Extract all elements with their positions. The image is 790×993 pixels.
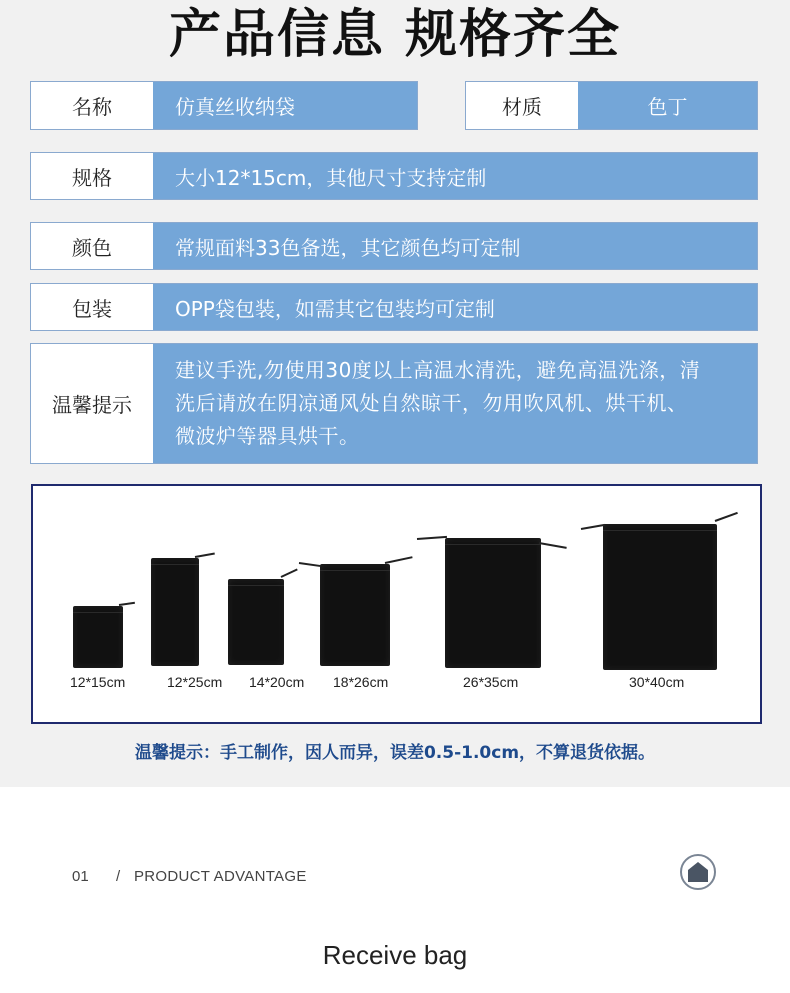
info-row-material [465, 81, 758, 130]
bag-cord [281, 568, 298, 577]
bag-26x35 [445, 538, 541, 668]
size-label: 14*20cm [249, 674, 305, 690]
spec-label: 规格 [31, 153, 153, 199]
section-title: PRODUCT ADVANTAGE [134, 868, 307, 885]
bag-cord [715, 512, 738, 522]
bag-cord [385, 556, 413, 564]
page-title: 产品信息 规格齐全 [168, 5, 622, 65]
bag-30x40 [603, 524, 717, 670]
bag-sizes-photo [31, 484, 762, 724]
house-icon [680, 854, 716, 890]
package-label: 包装 [31, 284, 153, 330]
tips-line: 洗后请放在阴凉通风处自然晾干，勿用吹风机、烘干机、 [175, 391, 688, 415]
spec-value: 大小12*15cm，其他尺寸支持定制 [153, 153, 757, 199]
size-label: 18*26cm [333, 674, 389, 690]
bag-cord [581, 524, 605, 530]
info-row-tips [30, 343, 758, 464]
bag-cord [417, 536, 447, 540]
tips-label: 温馨提示 [31, 344, 153, 463]
size-label: 26*35cm [463, 674, 519, 690]
section-number: 01 [72, 868, 89, 885]
info-row-spec [30, 152, 758, 200]
color-label: 颜色 [31, 223, 153, 269]
tips-line: 建议手洗,勿使用30度以上高温水清洗，避免高温洗涤，清 [175, 358, 701, 382]
bag-cord [539, 542, 567, 549]
tips-value [153, 344, 757, 463]
bag-14x20 [228, 579, 284, 665]
bag-18x26 [320, 564, 390, 666]
size-label: 12*15cm [70, 674, 126, 690]
tips-line: 微波炉等器具烘干。 [175, 424, 360, 448]
section-separator: / [116, 868, 121, 885]
material-label: 材质 [466, 82, 578, 129]
info-row-name [30, 81, 418, 130]
package-value: OPP袋包装，如需其它包装均可定制 [153, 284, 757, 330]
bag-12x15 [73, 606, 123, 668]
bag-cord [299, 562, 321, 567]
subtitle: Receive bag [322, 940, 468, 970]
size-label: 12*25cm [167, 674, 223, 690]
info-row-color [30, 222, 758, 270]
size-label: 30*40cm [629, 674, 685, 690]
material-value: 色丁 [578, 82, 757, 129]
bag-cord [119, 602, 135, 606]
color-value: 常规面料33色备选，其它颜色均可定制 [153, 223, 757, 269]
info-row-package [30, 283, 758, 331]
bag-cord [195, 553, 215, 558]
name-label: 名称 [31, 82, 153, 129]
error-tolerance-note: 温馨提示：手工制作，因人而异，误差0.5-1.0cm，不算退货依据。 [134, 743, 656, 763]
bag-12x25 [151, 558, 199, 666]
name-value: 仿真丝收纳袋 [153, 82, 417, 129]
